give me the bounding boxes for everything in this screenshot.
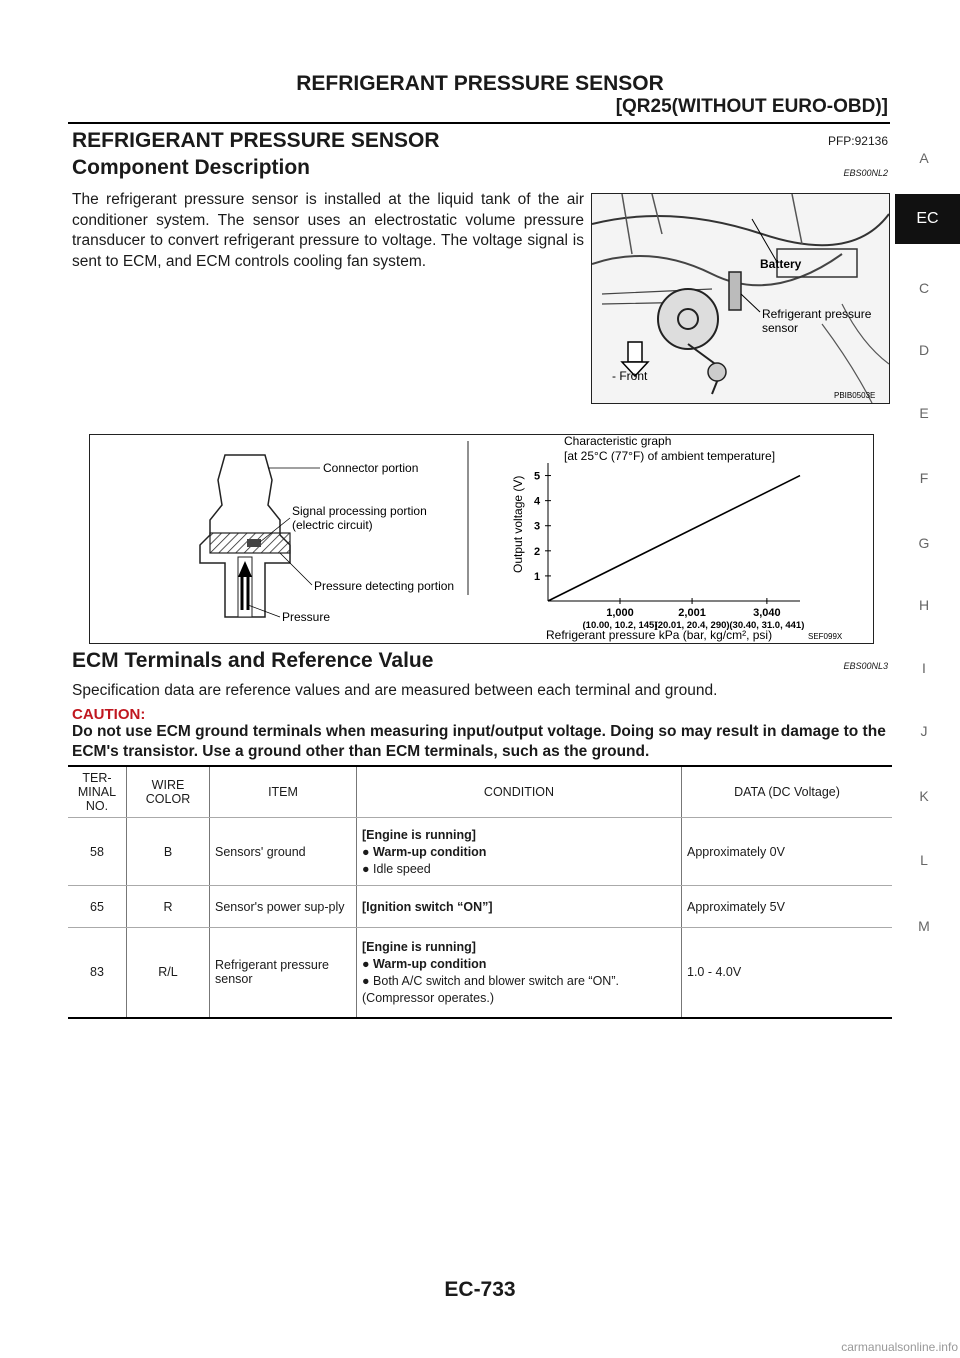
condition-heading: [Engine is running] bbox=[362, 939, 476, 954]
signal-label-2: (electric circuit) bbox=[292, 518, 373, 532]
side-tab-c[interactable]: C bbox=[918, 280, 930, 296]
x-tick-label: 2,001 bbox=[678, 607, 706, 619]
chart-xlabel: Refrigerant pressure kPa (bar, kg/cm², psi) bbox=[546, 628, 773, 642]
page-number: EC-733 bbox=[444, 1278, 516, 1301]
page-header-title: REFRIGERANT PRESSURE SENSOR bbox=[296, 72, 664, 95]
header-rule bbox=[68, 122, 890, 124]
side-tab-j[interactable]: J bbox=[920, 723, 928, 739]
side-tab-l[interactable]: L bbox=[920, 852, 928, 868]
side-tab-i[interactable]: I bbox=[922, 660, 926, 676]
y-tick-label: 2 bbox=[534, 545, 541, 558]
item-cell: Sensors' ground bbox=[210, 818, 357, 886]
condition-bullet: ● Idle speed bbox=[362, 861, 431, 876]
caution-text: Do not use ECM ground terminals when measuring input/output voltage. Doing so may result in damage to the ECM's transistor. Use a ground other than ECM terminals, such as the ground. bbox=[72, 723, 886, 760]
detecting-label: Pressure detecting portion bbox=[314, 579, 455, 593]
ecm-terminal-table bbox=[68, 765, 892, 1019]
y-tick-label: 1 bbox=[534, 570, 541, 583]
connector-label: Connector portion bbox=[323, 461, 419, 475]
ecm-terminals-heading: ECM Terminals and Reference Value bbox=[72, 649, 434, 672]
chart-subtitle: [at 25°C (77°F) of ambient temperature] bbox=[564, 449, 776, 463]
terminal-cell: 83 bbox=[68, 928, 127, 1018]
caution-title: CAUTION: bbox=[72, 706, 146, 723]
data-cell: Approximately 5V bbox=[682, 886, 893, 928]
sensor-cross-section bbox=[200, 455, 454, 624]
y-tick-label: 3 bbox=[534, 520, 541, 533]
condition-heading: [Ignition switch “ON”] bbox=[362, 899, 493, 914]
diagram-code: SEF099X bbox=[808, 632, 843, 641]
section-title: REFRIGERANT PRESSURE SENSOR bbox=[72, 129, 440, 152]
wire-cell: R/L bbox=[127, 928, 210, 1018]
table-row bbox=[68, 886, 892, 928]
header-terminal: TER- MINAL NO. bbox=[68, 766, 127, 818]
item-cell: Sensor's power sup-ply bbox=[210, 886, 357, 928]
side-tab-a[interactable]: A bbox=[919, 150, 929, 166]
photo-code: PBIB0503E bbox=[834, 391, 876, 400]
side-tab-k[interactable]: K bbox=[919, 788, 929, 804]
watermark: carmanualsonline.info bbox=[841, 1340, 958, 1354]
side-tab-m[interactable]: M bbox=[918, 918, 930, 934]
data-cell: Approximately 0V bbox=[682, 818, 893, 886]
x-subtick-label: (10.00, 10.2, 145) bbox=[582, 620, 658, 631]
signal-label-1: Signal processing portion bbox=[292, 504, 427, 518]
wire-cell: B bbox=[127, 818, 210, 886]
header-data: DATA (DC Voltage) bbox=[682, 766, 893, 818]
x-tick-label: 3,040 bbox=[753, 607, 781, 619]
x-subtick-label: (20.01, 20.4, 290) bbox=[654, 620, 730, 631]
condition-heading: [Engine is running] bbox=[362, 827, 476, 842]
condition-cell bbox=[357, 928, 682, 1018]
battery-label: Battery bbox=[760, 257, 802, 271]
condition-bullet: ● Both A/C switch and blower switch are “ON”. bbox=[362, 973, 619, 988]
front-label: - Front bbox=[612, 369, 648, 383]
x-subtick-label: (30.40, 31.0, 441) bbox=[729, 620, 805, 631]
component-description-heading: Component Description bbox=[72, 156, 311, 179]
component-code: EBS00NL2 bbox=[843, 168, 888, 178]
side-tab-ec[interactable]: EC bbox=[895, 194, 960, 244]
data-cell: 1.0 - 4.0V bbox=[682, 928, 893, 1018]
series-line bbox=[548, 476, 800, 601]
condition-bullet: ● Warm-up condition bbox=[362, 956, 487, 971]
terminal-cell: 65 bbox=[68, 886, 127, 928]
ecm-code: EBS00NL3 bbox=[843, 661, 888, 671]
side-tab-h[interactable]: H bbox=[918, 597, 930, 613]
side-tab-d[interactable]: D bbox=[918, 342, 930, 358]
side-tab-g[interactable]: G bbox=[918, 535, 930, 551]
x-tick-label: 1,000 bbox=[606, 607, 634, 619]
sensor-location-illustration bbox=[591, 193, 890, 404]
side-tab-f[interactable]: F bbox=[919, 470, 929, 486]
condition-bullet: ● Warm-up condition bbox=[362, 844, 487, 859]
y-tick-label: 5 bbox=[534, 470, 541, 483]
side-tab-e[interactable]: E bbox=[919, 405, 929, 421]
wire-cell: R bbox=[127, 886, 210, 928]
sensor-label-line2: sensor bbox=[762, 321, 799, 335]
header-wire-color: WIRE COLOR bbox=[127, 766, 210, 818]
header-item: ITEM bbox=[210, 766, 357, 818]
table-row bbox=[68, 928, 892, 1018]
part-number: PFP:92136 bbox=[827, 134, 888, 148]
table-header-row bbox=[68, 766, 892, 818]
chart-ylabel: Output voltage (V) bbox=[511, 475, 525, 573]
component-description-text: The refrigerant pressure sensor is installed at the liquid tank of the air conditioner system. The sensor uses an electrostatic volume pressure transducer to convert refrigerant pressure to voltage. The voltage signal is sent to ECM, and ECM controls cooling fan system. bbox=[72, 191, 584, 270]
chart-title: Characteristic graph bbox=[564, 435, 672, 448]
condition-cell bbox=[357, 818, 682, 886]
page-header-subtitle: [QR25(WITHOUT EURO-OBD)] bbox=[615, 96, 888, 117]
pressure-label: Pressure bbox=[282, 610, 331, 624]
engine-bay-drawing bbox=[592, 194, 889, 403]
sensor-label-line1: Refrigerant pressure bbox=[762, 307, 872, 321]
sensor-diagram-and-graph bbox=[89, 434, 874, 644]
item-cell: Refrigerant pressure sensor bbox=[210, 928, 357, 1018]
table-row bbox=[68, 818, 892, 886]
condition-note: (Compressor operates.) bbox=[362, 990, 494, 1005]
header-condition: CONDITION bbox=[357, 766, 682, 818]
condition-cell bbox=[357, 886, 682, 928]
characteristic-graph bbox=[511, 435, 843, 642]
y-tick-label: 4 bbox=[534, 495, 541, 508]
spec-text: Specification data are reference values and are measured between each terminal and ground. bbox=[72, 682, 718, 699]
terminal-cell: 58 bbox=[68, 818, 127, 886]
